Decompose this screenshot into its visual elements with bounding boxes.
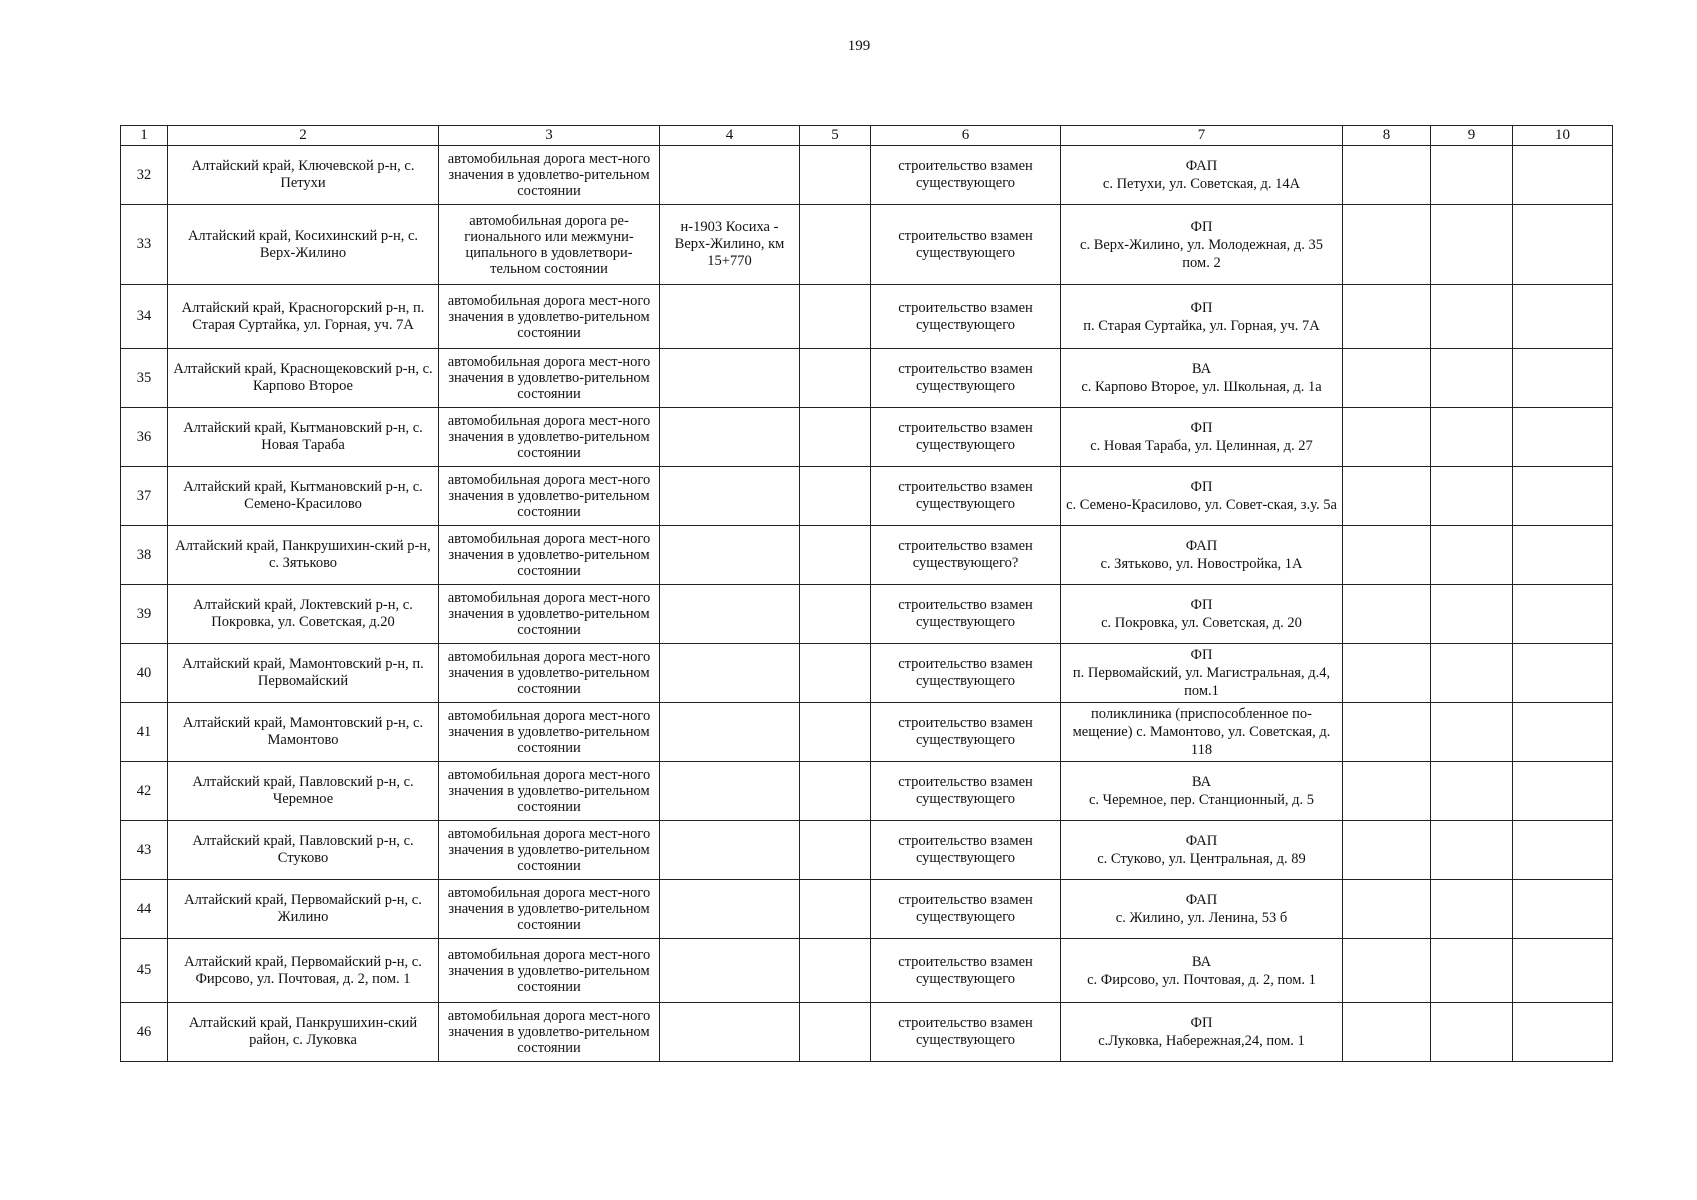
header-cell: 8 [1343,126,1431,146]
road-id-cell [660,880,800,939]
road-id-cell [660,939,800,1003]
location-cell: Алтайский край, Мамонтовский р-н, п. Первомайский [168,644,439,703]
col10-cell [1513,349,1613,408]
object-cell [1061,585,1343,644]
col9-cell [1431,467,1513,526]
road-condition-cell: автомобильная дорога мест-ного значения в удовлетво-рительном состоянии [439,285,660,349]
action-cell: строительство взамен существующего [871,762,1061,821]
road-id-cell [660,349,800,408]
object-address: с. Жилино, ул. Ленина, 53 б [1115,910,1288,926]
object-type: ФП [1190,479,1213,495]
col10-cell [1513,762,1613,821]
table-row [121,939,1613,1003]
table-row [121,349,1613,408]
col10-cell [1513,880,1613,939]
object-type: ВА [1191,953,1212,970]
col9-cell [1431,821,1513,880]
road-id-cell [660,644,800,703]
road-condition-cell: автомобильная дорога мест-ного значения в удовлетво-рительном состоянии [439,880,660,939]
col5-cell [800,285,871,349]
object-type: ФАП [1185,833,1218,849]
header-row [121,126,1613,146]
location-cell: Алтайский край, Павловский р-н, с. Стуково [168,821,439,880]
object-address: с. Петухи, ул. Советская, д. 14А [1102,176,1301,192]
object-address: с. Новая Тараба, ул. Целинная, д. 27 [1090,438,1313,454]
road-id-cell: н-1903 Косиха - Верх-Жилино, км 15+770 [660,205,800,285]
col10-cell [1513,939,1613,1003]
col8-cell [1343,821,1431,880]
action-cell: строительство взамен существующего [871,821,1061,880]
object-address: п. Старая Суртайка, ул. Горная, уч. 7А [1083,317,1320,334]
action-cell: строительство взамен существующего [871,585,1061,644]
col9-cell [1431,1003,1513,1062]
col9-cell [1431,644,1513,703]
action-cell: строительство взамен существующего [871,467,1061,526]
col8-cell [1343,585,1431,644]
location-cell: Алтайский край, Кытмановский р-н, с. Новая Тараба [168,408,439,467]
road-condition-cell: автомобильная дорога мест-ного значения в удовлетво-рительном состоянии [439,821,660,880]
col9-cell [1431,408,1513,467]
location-cell: Алтайский край, Локтевский р-н, с. Покровка, ул. Советская, д.20 [168,585,439,644]
row-number-cell: 41 [121,703,168,762]
location-cell: Алтайский край, Краснощековский р-н, с. Карпово Второе [168,349,439,408]
col9-cell [1431,205,1513,285]
row-number-cell: 37 [121,467,168,526]
object-cell [1061,1003,1343,1062]
col5-cell [800,408,871,467]
col10-cell [1513,644,1613,703]
col8-cell [1343,349,1431,408]
header-cell: 6 [871,126,1061,146]
road-condition-cell: автомобильная дорога мест-ного значения в удовлетво-рительном состоянии [439,146,660,205]
header-cell: 2 [168,126,439,146]
col9-cell [1431,349,1513,408]
col5-cell [800,821,871,880]
object-type: ВА [1191,361,1212,377]
road-id-cell [660,1003,800,1062]
object-address: поликлиника (приспособленное по-мещение) с. Мамонтово, ул. Советская, д. 118 [1072,706,1331,758]
object-type: ФП [1190,647,1213,663]
object-cell [1061,526,1343,585]
col10-cell [1513,526,1613,585]
table-row [121,205,1613,285]
table-row [121,408,1613,467]
col9-cell [1431,526,1513,585]
object-type: ФАП [1185,158,1218,174]
col10-cell [1513,821,1613,880]
table-row [121,703,1613,762]
col8-cell [1343,644,1431,703]
road-id-cell [660,408,800,467]
row-number-cell: 44 [121,880,168,939]
road-id-cell [660,526,800,585]
col10-cell [1513,585,1613,644]
object-cell [1061,285,1343,349]
col5-cell [800,585,871,644]
col10-cell [1513,408,1613,467]
col5-cell [800,644,871,703]
table-row [121,821,1613,880]
object-cell [1061,939,1343,1003]
object-address: с. Покровка, ул. Советская, д. 20 [1101,615,1302,631]
object-type: ФП [1190,597,1213,613]
object-cell [1061,703,1343,762]
col5-cell [800,467,871,526]
road-id-cell [660,821,800,880]
location-cell: Алтайский край, Кытмановский р-н, с. Семено-Красилово [168,467,439,526]
row-number-cell: 46 [121,1003,168,1062]
header-cell: 10 [1513,126,1613,146]
road-condition-cell: автомобильная дорога мест-ного значения в удовлетво-рительном состоянии [439,939,660,1003]
location-cell: Алтайский край, Косихинский р-н, с. Верх-Жилино [168,205,439,285]
row-number-cell: 38 [121,526,168,585]
table-row [121,762,1613,821]
object-address: с. Верх-Жилино, ул. Молодежная, д. 35 пом. 2 [1080,236,1323,271]
object-type: ФАП [1185,892,1218,908]
object-cell [1061,146,1343,205]
road-condition-cell: автомобильная дорога мест-ного значения в удовлетво-рительном состоянии [439,703,660,762]
location-cell: Алтайский край, Панкрушихин-ский район, с. Луковка [168,1003,439,1062]
road-condition-cell: автомобильная дорога мест-ного значения в удовлетво-рительном состоянии [439,408,660,467]
action-cell: строительство взамен существующего [871,349,1061,408]
object-type: ВА [1191,774,1212,790]
col8-cell [1343,1003,1431,1062]
col8-cell [1343,939,1431,1003]
col9-cell [1431,762,1513,821]
table-row [121,285,1613,349]
row-number-cell: 43 [121,821,168,880]
row-number-cell: 32 [121,146,168,205]
location-cell: Алтайский край, Мамонтовский р-н, с. Мамонтово [168,703,439,762]
col5-cell [800,1003,871,1062]
object-cell [1061,821,1343,880]
col5-cell [800,762,871,821]
road-condition-cell: автомобильная дорога мест-ного значения в удовлетво-рительном состоянии [439,467,660,526]
road-condition-cell: автомобильная дорога мест-ного значения в удовлетво-рительном состоянии [439,585,660,644]
col9-cell [1431,703,1513,762]
col8-cell [1343,467,1431,526]
col9-cell [1431,939,1513,1003]
action-cell: строительство взамен существующего [871,408,1061,467]
road-id-cell [660,146,800,205]
object-address: с. Стуково, ул. Центральная, д. 89 [1097,851,1306,867]
road-id-cell [660,467,800,526]
object-cell [1061,644,1343,703]
row-number-cell: 36 [121,408,168,467]
col9-cell [1431,146,1513,205]
col8-cell [1343,146,1431,205]
col10-cell [1513,1003,1613,1062]
road-condition-cell: автомобильная дорога мест-ного значения в удовлетво-рительном состоянии [439,644,660,703]
action-cell: строительство взамен существующего [871,285,1061,349]
col10-cell [1513,703,1613,762]
action-cell: строительство взамен существующего [871,644,1061,703]
row-number-cell: 35 [121,349,168,408]
row-number-cell: 39 [121,585,168,644]
road-id-cell [660,762,800,821]
object-type: ФП [1190,420,1213,436]
road-condition-cell: автомобильная дорога ре-гионального или межмуни-ципального в удовлетвори-тельном состоянии [439,205,660,285]
object-type: ФП [1190,218,1213,235]
location-cell: Алтайский край, Ключевской р-н, с. Петухи [168,146,439,205]
col5-cell [800,703,871,762]
object-address: с. Черемное, пер. Станционный, д. 5 [1088,792,1315,808]
object-cell [1061,762,1343,821]
road-condition-cell: автомобильная дорога мест-ного значения в удовлетво-рительном состоянии [439,349,660,408]
object-type: ФП [1190,299,1213,316]
col9-cell [1431,285,1513,349]
location-cell: Алтайский край, Красногорский р-н, п. Старая Суртайка, ул. Горная, уч. 7А [168,285,439,349]
object-cell [1061,880,1343,939]
object-type: ФАП [1185,538,1218,554]
road-condition-cell: автомобильная дорога мест-ного значения в удовлетво-рительном состоянии [439,762,660,821]
location-cell: Алтайский край, Павловский р-н, с. Черемное [168,762,439,821]
table-row [121,644,1613,703]
row-number-cell: 34 [121,285,168,349]
object-cell [1061,349,1343,408]
header-cell: 9 [1431,126,1513,146]
col10-cell [1513,146,1613,205]
col5-cell [800,349,871,408]
action-cell: строительство взамен существующего [871,146,1061,205]
page-number: 199 [847,38,871,54]
object-address: с. Зятьково, ул. Новостройка, 1А [1100,556,1303,572]
action-cell: строительство взамен существующего [871,703,1061,762]
location-cell: Алтайский край, Первомайский р-н, с. Фирсово, ул. Почтовая, д. 2, пом. 1 [168,939,439,1003]
table-row [121,526,1613,585]
col8-cell [1343,285,1431,349]
col8-cell [1343,880,1431,939]
road-id-cell [660,585,800,644]
road-condition-cell: автомобильная дорога мест-ного значения в удовлетво-рительном состоянии [439,526,660,585]
object-address: с.Луковка, Набережная,24, пом. 1 [1098,1033,1305,1049]
action-cell: строительство взамен существующего [871,1003,1061,1062]
col5-cell [800,526,871,585]
action-cell: строительство взамен существующего [871,939,1061,1003]
table-row [121,1003,1613,1062]
header-cell: 1 [121,126,168,146]
road-id-cell [660,703,800,762]
table-row [121,467,1613,526]
data-table [120,125,1613,1062]
row-number-cell: 33 [121,205,168,285]
action-cell: строительство взамен существующего [871,880,1061,939]
col8-cell [1343,408,1431,467]
col8-cell [1343,703,1431,762]
col8-cell [1343,762,1431,821]
header-cell: 7 [1061,126,1343,146]
col10-cell [1513,205,1613,285]
object-cell [1061,408,1343,467]
road-condition-cell: автомобильная дорога мест-ного значения в удовлетво-рительном состоянии [439,1003,660,1062]
road-id-cell [660,285,800,349]
object-cell [1061,205,1343,285]
action-cell: строительство взамен существующего [871,205,1061,285]
col9-cell [1431,585,1513,644]
table-row [121,585,1613,644]
col10-cell [1513,467,1613,526]
col8-cell [1343,526,1431,585]
col9-cell [1431,880,1513,939]
col5-cell [800,939,871,1003]
action-cell: строительство взамен существующего? [871,526,1061,585]
header-cell: 5 [800,126,871,146]
header-cell: 4 [660,126,800,146]
col10-cell [1513,285,1613,349]
col5-cell [800,146,871,205]
row-number-cell: 42 [121,762,168,821]
object-address: п. Первомайский, ул. Магистральная, д.4, пом.1 [1072,665,1331,699]
col5-cell [800,205,871,285]
object-type: ФП [1190,1015,1213,1031]
location-cell: Алтайский край, Первомайский р-н, с. Жилино [168,880,439,939]
table-row [121,880,1613,939]
col5-cell [800,880,871,939]
object-address: с. Семено-Красилово, ул. Совет-ская, з.у. 5а [1066,497,1337,513]
object-address: с. Карпово Второе, ул. Школьная, д. 1а [1081,379,1322,395]
header-cell: 3 [439,126,660,146]
table-body [121,146,1613,1062]
location-cell: Алтайский край, Панкрушихин-ский р-н, с. Зятьково [168,526,439,585]
row-number-cell: 40 [121,644,168,703]
col8-cell [1343,205,1431,285]
row-number-cell: 45 [121,939,168,1003]
object-address: с. Фирсово, ул. Почтовая, д. 2, пом. 1 [1087,971,1316,988]
object-cell [1061,467,1343,526]
table-row [121,146,1613,205]
